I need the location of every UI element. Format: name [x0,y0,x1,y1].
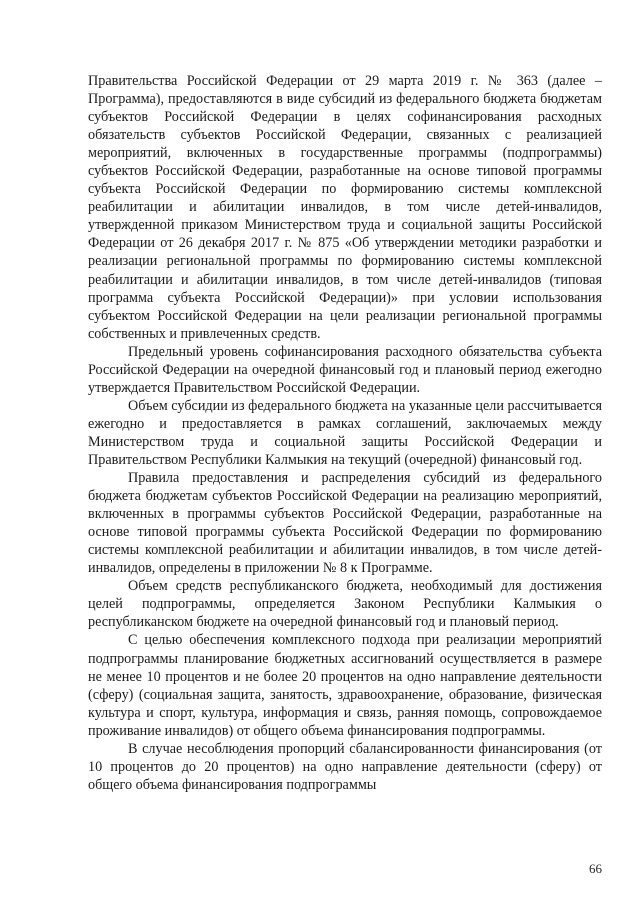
paragraph-2: Предельный уровень софинансирования расходного обязательства субъекта Российской Федерации на очередной финансовый год и плановый период ежегодно утверждается Правительством Российской Федерации. [88,343,602,396]
paragraph-1: Правительства Российской Федерации от 29 марта 2019 г. № 363 (далее – Программа), предоставляются в виде субсидий из федерального бюджета бюджетам субъектов Российской Федерации в целях софинансирования расходных обязательств субъектов Российской Федерации, связанных с реализацией мероприятий, включенных в государственные программы (подпрограммы) субъектов Российской Федерации, разработанные на основе типовой программы субъекта Российской Федерации по формированию системы комплексной реабилитации и абилитации инвалидов, в том числе детей-инвалидов, утвержденной приказом Министерством труда и социальной защиты Российской Федерации от 26 декабря 2017 г. № 875 «Об утверждении методики разработки и реализации региональной программы по формированию системы комплексной реабилитации и абилитации инвалидов, в том числе детей-инвалидов (типовая программа субъекта Российской Федерации)» при условии использования субъектом Российской Федерации на цели реализации региональной программы собственных и привлеченных средств. [88,73,602,342]
document-body [88,72,602,794]
paragraph-6: С целью обеспечения комплексного подхода при реализации мероприятий подпрограммы планирование бюджетных ассигнований осуществляется в размере не менее 10 процентов и не более 20 процентов на одно направление деятельности (сферу) (социальная защита, занятость, здравоохранение, образование, физическая культура и спорт, культура, информация и связь, ранняя помощь, сопровождаемое проживание инвалидов) от общего объема финансирования подпрограммы. [88,632,602,739]
paragraph-4: Правила предоставления и распределения субсидий из федерального бюджета бюджетам субъектов Российской Федерации на реализацию мероприятий, включенных в программы субъектов Российской Федерации, разработанные на основе типовой программы субъекта Российской Федерации по формированию системы комплексной реабилитации и абилитации инвалидов, в том числе детей-инвалидов, определены в приложении № 8 к Программе. [88,470,602,577]
paragraph-3: Объем субсидии из федерального бюджета на указанные цели рассчитывается ежегодно и предоставляется в рамках соглашений, заключаемых между Министерством труда и социальной защиты Российской Федерации и Правительством Республики Калмыкия на текущий (очередной) финансовый год. [88,397,602,468]
paragraph-7: В случае несоблюдения пропорций сбалансированности финансирования (от 10 процентов до 20 процентов) на одно направление деятельности (сферу) от общего объема финансирования подпрограммы [88,740,602,793]
page-number: 66 [589,861,602,876]
paragraph-5: Объем средств республиканского бюджета, необходимый для достижения целей подпрограммы, определяется Законом Республики Калмыкия о республиканском бюджете на очередной финансовый год и плановый период. [88,578,602,631]
